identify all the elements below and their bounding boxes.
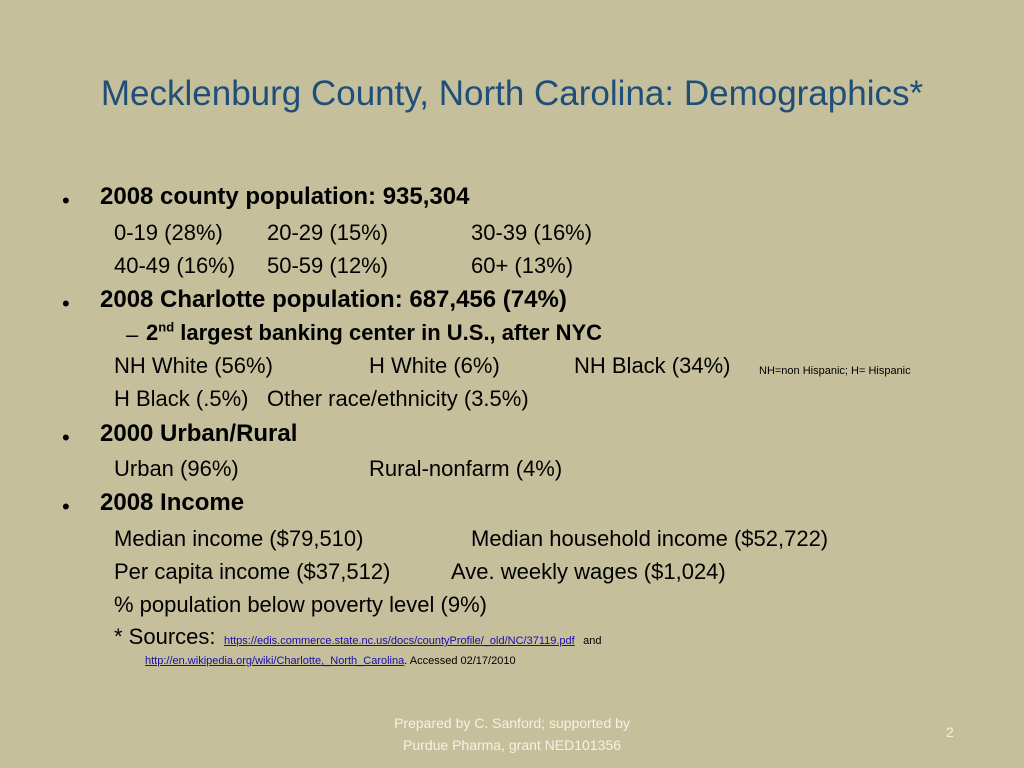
age-group: 30-39 (16%): [471, 220, 593, 245]
banking-rank: 2: [146, 320, 159, 345]
age-group: 40-49 (16%): [114, 253, 236, 278]
sources-line-2: [145, 652, 516, 668]
income-item: Ave. weekly wages ($1,024): [451, 559, 726, 584]
race-item: H Black (.5%): [114, 386, 249, 411]
bullet-marker: •: [62, 425, 70, 450]
banking-text: largest banking center in U.S., after NYC: [174, 320, 603, 345]
income-item: Per capita income ($37,512): [114, 559, 391, 584]
sources-and: and: [583, 635, 602, 647]
bullet-marker: •: [62, 291, 70, 316]
race-item: NH White (56%): [114, 353, 273, 378]
bullet-marker: •: [62, 494, 70, 519]
slide-title: Mecklenburg County, North Carolina: Demographics*: [100, 74, 924, 113]
sources-accessed: . Accessed 02/17/2010: [404, 655, 516, 667]
source-link-wikipedia[interactable]: http://en.wikipedia.org/wiki/Charlotte,_North_Carolina: [145, 655, 405, 667]
age-group: 20-29 (15%): [267, 220, 389, 245]
sources-line: [114, 626, 602, 648]
footer-line-2: Purdue Pharma, grant NED101356: [403, 737, 621, 753]
slide-footer: [352, 712, 672, 756]
county-population-heading: 2008 county population: 935,304: [100, 183, 470, 210]
abbreviation-note: NH=non Hispanic; H= Hispanic: [759, 365, 911, 377]
rural-item: Rural-nonfarm (4%): [369, 456, 563, 481]
age-group: 0-19 (28%): [114, 220, 223, 245]
race-item: Other race/ethnicity (3.5%): [267, 386, 529, 411]
income-item: Median income ($79,510): [114, 526, 364, 551]
race-item: H White (6%): [369, 353, 500, 378]
poverty-item: % population below poverty level (9%): [114, 592, 487, 617]
page-number: 2: [946, 724, 954, 740]
banking-rank-suffix: nd: [158, 319, 175, 335]
sources-label: * Sources:: [114, 624, 216, 649]
age-group: 50-59 (12%): [267, 253, 389, 278]
charlotte-population-heading: 2008 Charlotte population: 687,456 (74%): [100, 286, 567, 313]
income-item: Median household income ($52,722): [471, 526, 829, 551]
urban-item: Urban (96%): [114, 456, 239, 481]
dash-marker: –: [126, 322, 139, 347]
bullet-marker: •: [62, 188, 70, 213]
age-group: 60+ (13%): [471, 253, 574, 278]
footer-line-1: Prepared by C. Sanford; supported by: [394, 715, 630, 731]
race-item: NH Black (34%): [574, 353, 731, 378]
banking-center-note: [146, 319, 603, 345]
urban-rural-heading: 2000 Urban/Rural: [100, 420, 298, 447]
source-link-edis[interactable]: https://edis.commerce.state.nc.us/docs/countyProfile/_old/NC/37119.pdf: [223, 635, 575, 647]
income-heading: 2008 Income: [100, 489, 245, 516]
